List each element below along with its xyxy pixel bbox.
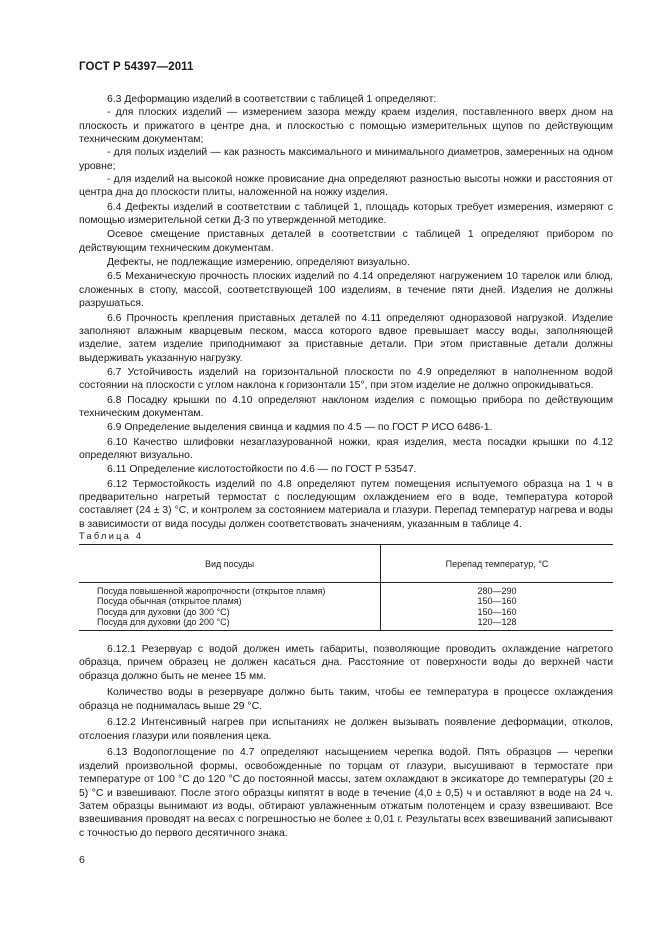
paragraph-6-4: 6.4 Дефекты изделий в соответствии с таблицей 1, площадь которых требует измерения, измеряют с помощью измерительной сетки Д-3 по утвержденной методике. xyxy=(79,201,613,227)
paragraph-6-13: 6.13 Водопоглощение по 4.7 определяют насыщением черепка водой. Пять образцов — черепки изделий произвольной формы, освобожденные по торцам от глазури, высушивают в термостате при температуре от 100 °С до 120 °С до постоянной массы, затем охлаждают в эксикаторе до температуры (20 ± 5) °С и взвешивают. После этого образцы кипятят в воде в течение (4,0 ± 0,5) ч и оставляют в воде на 24 ч. Затем образцы вынимают из воды, обтирают увлажненным отжатым полотенцем и сразу взвешивают. Все взвешивания проводят на весах с погрешностью не более ± 0,01 г. Результаты всех взвешиваний записывают с точностью до первого десятичного знака. xyxy=(79,747,613,839)
paragraph-6-12-1-water: Количество воды в резервуаре должно быть таким, чтобы ее температура в процессе охлаждения образца не поднималась выше 29 °С. xyxy=(79,687,613,712)
table-cell-dish-type: Посуда для духовки (до 300 °С) xyxy=(79,607,381,617)
paragraph-6-11: 6.11 Определение кислотостойкости по 4.6 — по ГОСТ Р 53547. xyxy=(107,464,417,476)
table-row xyxy=(79,607,613,617)
paragraph-6-4-axial-shift: Осевое смещение приставных деталей в соответствии с таблицей 1 определяют прибором по действующим техническим документам. xyxy=(79,229,613,254)
table-cell-dish-type: Посуда для духовки (до 200 °С) xyxy=(79,617,381,631)
body-section-1 xyxy=(79,93,613,531)
paragraph-6-3-high-stem-items: - для изделий на высокой ножке провисание дна определяют разностью высоты ножки и расстояния от центра дна до плоскости плиты, наложенной на ножку изделия. xyxy=(79,174,613,199)
paragraph-6-12: 6.12 Термостойкость изделий по 4.8 определяют путем помещения испытуемого образца на 1 ч в предварительно нагретый термостат с последующим охлаждением его в воде, температура которой составляет (24 ± 3) °С, и контролем за состоянием материала и глазури. Перепад температур нагрева и воды в зависимости от вида посуды должен соответствовать значениям, указанным в таблице 4. xyxy=(79,478,613,530)
table-row xyxy=(79,583,613,597)
table-row xyxy=(79,596,613,606)
table-4 xyxy=(79,544,613,631)
table-header-dish-type: Вид посуды xyxy=(79,545,381,583)
paragraph-6-4-visual: Дефекты, не подлежащие измерению, определяют визуально. xyxy=(107,257,410,269)
table-cell-dish-type: Посуда повышенной жаропрочности (открытое пламя) xyxy=(79,583,381,597)
table-cell-temperature-drop: 280—290 xyxy=(477,586,517,596)
paragraph-6-12-1: 6.12.1 Резервуар с водой должен иметь габариты, позволяющие проводить охлаждение нагретого образца, причем образец не должен касаться дна. Расстояние от поверхности воды до верхней части образца должно быть не менее 15 мм. xyxy=(79,644,613,682)
table-header-temperature-drop: Перепад температур, °С xyxy=(381,545,614,583)
table-cell-dish-type: Посуда обычная (открытое пламя) xyxy=(79,596,381,606)
paragraph-6-6: 6.6 Прочность крепления приставных деталей по 4.11 определяют одноразовой нагрузкой. Изделие заполняют влажным кварцевым песком, масса которого вдвое превышает массу воды, заполняющей изделие, затем изделие приподнимают за приставные детали. При этом приставные детали должны выдерживать указанную нагрузку. xyxy=(79,312,613,364)
paragraph-6-3-hollow-items: - для полых изделий — как разность максимального и минимального диаметров, замеренных на одном уровне; xyxy=(79,147,613,172)
table-cell-temperature-drop: 150—160 xyxy=(477,606,517,617)
page-number: 6 xyxy=(79,854,85,866)
document-header: ГОСТ Р 54397—2011 xyxy=(79,61,194,73)
paragraph-6-8: 6.8 Посадку крышки по 4.10 определяют наклоном изделия с помощью прибора по действующим техническим документам. xyxy=(79,394,613,419)
paragraph-6-3: 6.3 Деформацию изделий в соответствии с таблицей 1 определяют: xyxy=(107,94,437,105)
paragraph-6-10: 6.10 Качество шлифовки незаглазурованной ножки, края изделия, места посадки крышки по 4.12 определяют визуально. xyxy=(79,436,613,461)
paragraph-6-5: 6.5 Механическую прочность плоских изделий по 4.14 определяют нагружением 10 тарелок или блюд, сложенных в стопу, массой, соответствующей 100 изделиям, в течение пяти дней. Изделия не должны разрушаться. xyxy=(79,271,613,310)
table-header-row xyxy=(79,545,613,583)
table-4-caption: Таблица 4 xyxy=(79,531,144,541)
paragraph-6-7: 6.7 Устойчивость изделий на горизонтальной плоскости по 4.9 определяют в наполненном водой состоянии на плоскости с углом наклона к горизонтали 15°, при этом изделие не должно опрокидываться. xyxy=(79,366,613,392)
table-cell-temperature-drop: 120—128 xyxy=(381,617,614,631)
table-row xyxy=(79,617,613,631)
paragraph-6-9: 6.9 Определение выделения свинца и кадмия по 4.5 — по ГОСТ Р ИСО 6486-1. xyxy=(107,422,493,434)
body-section-2 xyxy=(79,643,613,840)
paragraph-6-3-flat-items: - для плоских изделий — измерением зазора между краем изделия, поставленного вверх дном на плоскость и прижатого в центре дна, и плоскостью с помощью измерительных щупов по действующим техническим документам; xyxy=(79,107,613,146)
table-cell-temperature-drop: 150—160 xyxy=(477,596,517,607)
paragraph-6-12-2: 6.12.2 Интенсивный нагрев при испытаниях не должен вызывать появление деформации, отколов, отслоения глазури или появления цека. xyxy=(79,717,613,742)
